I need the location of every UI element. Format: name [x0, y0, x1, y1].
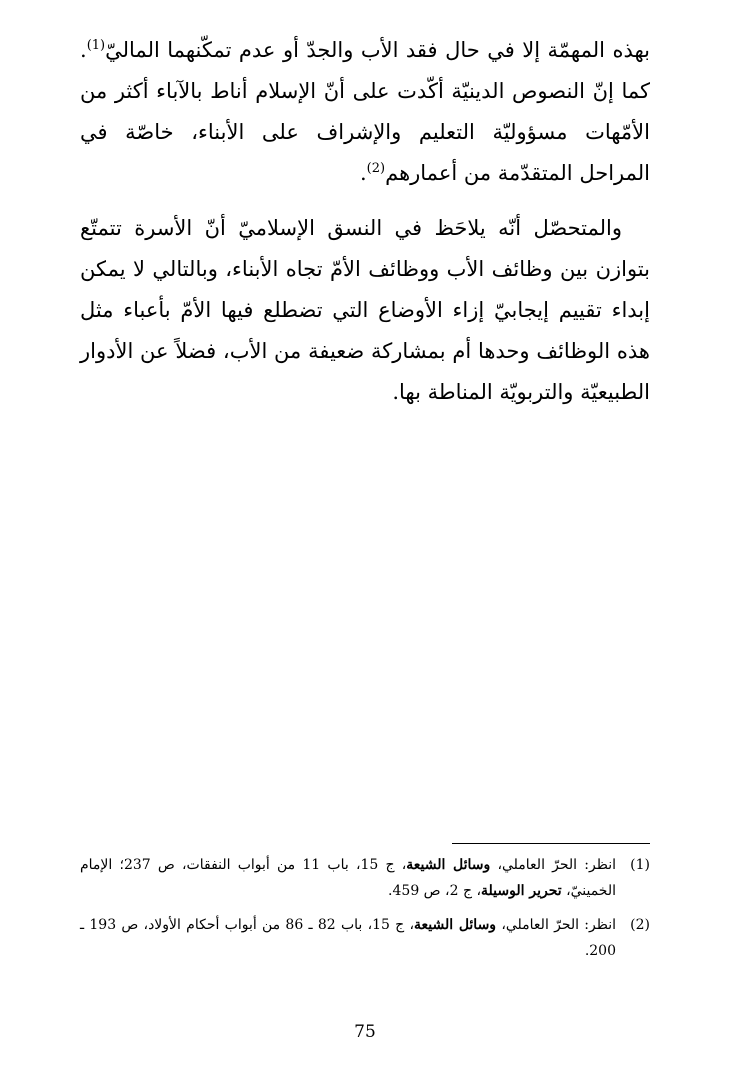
footnote-1-pre: انظر: الحرّ العاملي،: [490, 857, 616, 873]
main-text: [80, 30, 650, 427]
footnote-2-title-1: وسائل الشيعة: [414, 917, 497, 933]
footnote-1-mid: ، ج 15، باب 11 من أبواب النفقات، ص 237؛ الإمام الخمينيّ،: [80, 857, 616, 899]
paragraph-1-end: .: [359, 161, 367, 185]
footnote-1-text: [80, 852, 616, 904]
footnote-ref-1[interactable]: (1): [86, 38, 106, 53]
footnote-2-pre: انظر: الحرّ العاملي،: [496, 917, 616, 933]
footnote-divider: [452, 843, 650, 844]
footnotes: [80, 852, 650, 972]
footnote-ref-2[interactable]: (2): [366, 161, 386, 176]
paragraph-1: [80, 30, 650, 194]
paragraph-1-tail: . كما إنّ النصوص الدينيّة أكّدت على أنّ الإسلام أناط بالآباء أكثر من الأمّهات مسؤوليّة التعليم والإشراف على الأبناء، خاصّة في المراحل المتقدّمة من أعمارهم: [80, 38, 650, 185]
paragraph-1-text: بهذه المهمّة إلا في حال فقد الأب والجدّ أو عدم تمكّنهما الماليّ: [105, 38, 650, 62]
footnote-2-text: [80, 912, 616, 964]
page-number: 75: [354, 1022, 376, 1042]
paragraph-2: والمتحصّل أنّه يلاحَظ في النسق الإسلاميّ أنّ الأسرة تتمتّع بتوازن بين وظائف الأب ووظائف الأمّ تجاه الأبناء، وبالتالي لا يمكن إبداء تقييم إيجابيّ إزاء الأوضاع التي تضطلع فيها الأمّ بأعباء مثل هذه الوظائف وحدها أم بمشاركة ضعيفة من الأب، فضلاً عن الأدوار الطبيعيّة والتربويّة المناطة بها.: [80, 216, 650, 404]
footnote-1-title-1: وسائل الشيعة: [406, 857, 491, 873]
footnote-1-title-2: تحرير الوسيلة: [480, 883, 562, 899]
footnote-1-post: ، ج 2، ص 459.: [388, 883, 481, 899]
footnote-2: [80, 912, 650, 964]
footnote-2-number: (2): [630, 917, 650, 933]
footnote-2-post: ، ج 15، باب 82 ـ 86 من أبواب أحكام الأولاد، ص 193 ـ 200.: [80, 917, 616, 959]
footnote-1: [80, 852, 650, 904]
footnote-1-number: (1): [630, 857, 650, 873]
